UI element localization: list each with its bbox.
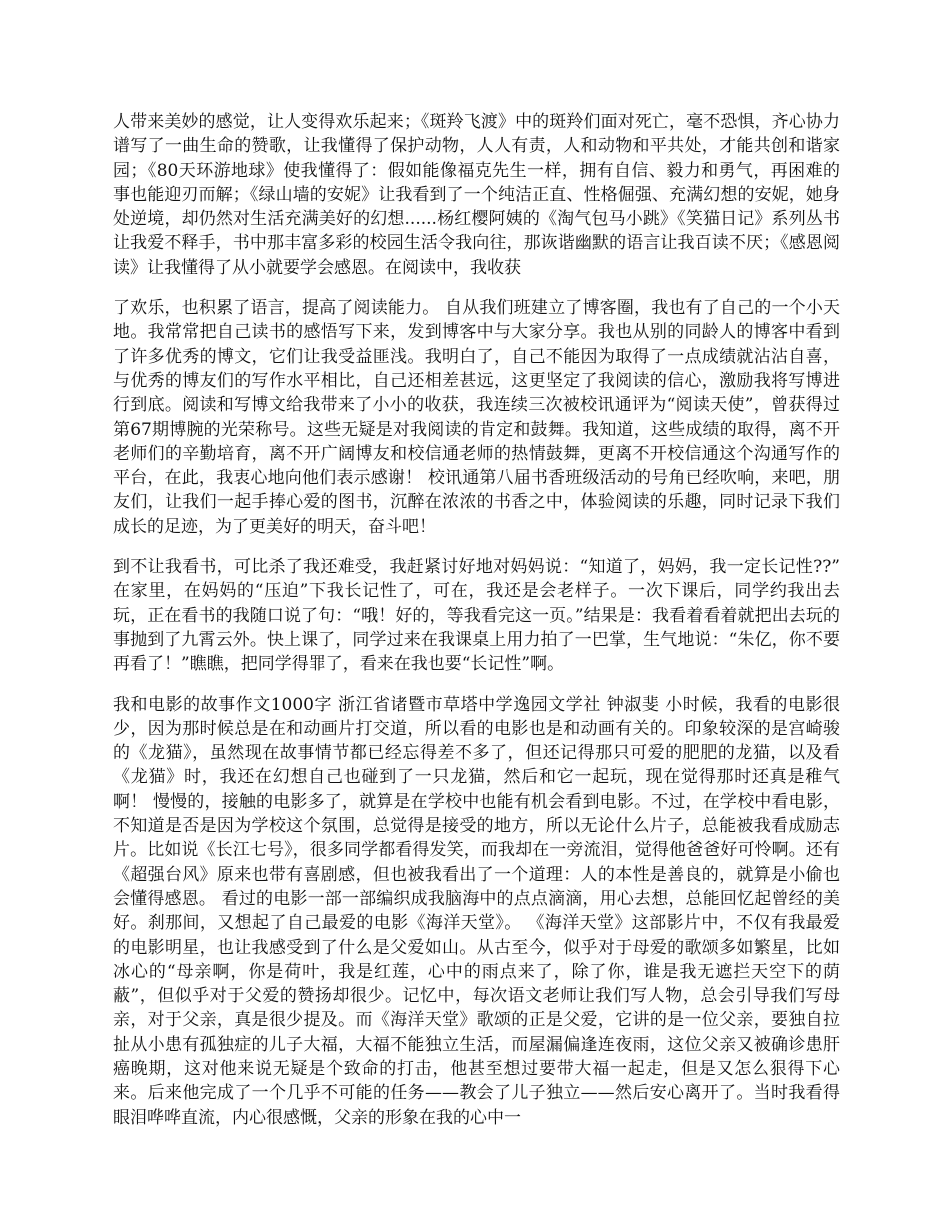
paragraph-reading-harvest: 人带来美妙的感觉，让人变得欢乐起来；《斑羚飞渡》中的斑羚们面对死亡，毫不恐惧，齐心协力谱写了一曲生命的赞歌，让我懂得了保护动物，人人有责，人和动物和平共处，才能共创和谐家园；《80天环游地球》使我懂得了：假如能像福克先生一样，拥有自信、毅力和勇气，再困难的事也能迎刃而解；《绿山墙的安妮》让我看到了一个纯洁正直、性格倔强、充满幻想的安妮，她身处逆境，却仍然对生活充满美好的幻想......杨红樱阿姨的《淘气包马小跳》《笑猫日记》系列丛书让我爱不释手，书中那丰富多彩的校园生活令我向往，那诙谐幽默的语言让我百读不厌；《感恩阅读》让我懂得了从小就要学会感恩。在阅读中，我收获 xyxy=(113,112,840,278)
paragraph-movie-story: 我和电影的故事作文1000字 浙江省诸暨市草塔中学逸园文学社 钟淑斐 小时候，我看的电影很少，因为那时候总是在和动画片打交道，所以看的电影也是和动画有关的。印象较深的是宫崎骏的《龙猫》，虽然现在故事情节都已经忘得差不多了，但还记得那只可爱的肥肥的龙猫，以及看《龙猫》时，我还在幻想自己也碰到了一只龙猫，然后和它一起玩，现在觉得那时还真是稚气啊！ 慢慢的，接触的电影多了，就算是在学校中也能有机会看到电影。不过，在学校中看电影，不知道是否是因为学校这个氛围，总觉得是接受的地方，所以无论什么片子，总能被我看成励志片。比如说《长江七号》，很多同学都看得发笑，而我却在一旁流泪，觉得他爸爸好可怜啊。还有《超强台风》原来也带有喜剧感，但也被我看出了一个道理：人的本性是善良的，就算是小偷也会懂得感恩。 看过的电影一部一部编织成我脑海中的点点滴滴，用心去想，总能回忆起曾经的美好。刹那间，又想起了自己最爱的电影《海洋天堂》。 《海洋天堂》这部影片中，不仅有我最爱的电影明星，也让我感受到了什么是父爱如山。从古至今，似乎对于母爱的歌颂多如繁星，比如冰心的“母亲啊，你是荷叶，我是红莲，心中的雨点来了，除了你，谁是我无遮拦天空下的荫蔽”，但似乎对于父爱的赞扬却很少。记忆中，每次语文老师让我们写人物，总会引导我们写母亲，对于父亲，真是很少提及。而《海洋天堂》歌颂的正是父爱，它讲的是一位父亲，要独自拉扯从小患有孤独症的儿子大福，大福不能独立生活，而屋漏偏逢连夜雨，这位父亲又被确诊患肝癌晚期，这对他来说无疑是个致命的打击，他甚至想过要带大福一起走，但是又怎么狠得下心来。后来他完成了一个几乎不可能的任务——教会了儿子独立——然后安心离开了。当时我看得眼泪哗哗直流，内心很感慨，父亲的形象在我的心中一 xyxy=(113,694,840,1128)
document-page xyxy=(113,110,840,1146)
paragraph-remember-lesson: 到不让我看书，可比杀了我还难受，我赶紧讨好地对妈妈说：“知道了，妈妈，我一定长记性??” 在家里，在妈妈的“压迫”下我长记性了，可在，我还是会老样子。一次下课后，同学约我出去玩，正在看书的我随口说了句：“哦！好的，等我看完这一页。”结果是：我看着看着就把出去玩的事抛到了九霄云外。快上课了，同学过来在我课桌上用力拍了一巴掌，生气地说：“朱亿，你不要再看了！”瞧瞧，把同学得罪了，看来在我也要“长记性”啊。 xyxy=(113,557,840,675)
paragraph-blog-reading: 了欢乐，也积累了语言，提高了阅读能力。 自从我们班建立了博客圈，我也有了自己的一个小天地。我常常把自己读书的感悟写下来，发到博客中与大家分享。我也从别的同龄人的博客中看到了许多优秀的博文，它们让我受益匪浅。我明白了，自己不能因为取得了一点成绩就沾沾自喜，与优秀的博友们的写作水平相比，自己还相差甚远，这更坚定了我阅读的信心，激励我将写博进行到底。阅读和写博文给我带来了小小的收获，我连续三次被校讯通评为“阅读天使”，曾获得过第67期博腕的光荣称号。这些无疑是对我阅读的肯定和鼓舞。我知道，这些成绩的取得，离不开老师们的辛勤培育，离不开广阔博友和校信通老师的热情鼓舞，更离不开校信通这个沟通写作的平台，在此，我衷心地向他们表示感谢！ 校讯通第八届书香班级活动的号角已经吹响，来吧，朋友们，让我们一起手捧心爱的图书，沉醉在浓浓的书香之中，体验阅读的乐趣，同时记录下我们成长的足迹，为了更美好的明天，奋斗吧！ xyxy=(113,298,840,537)
